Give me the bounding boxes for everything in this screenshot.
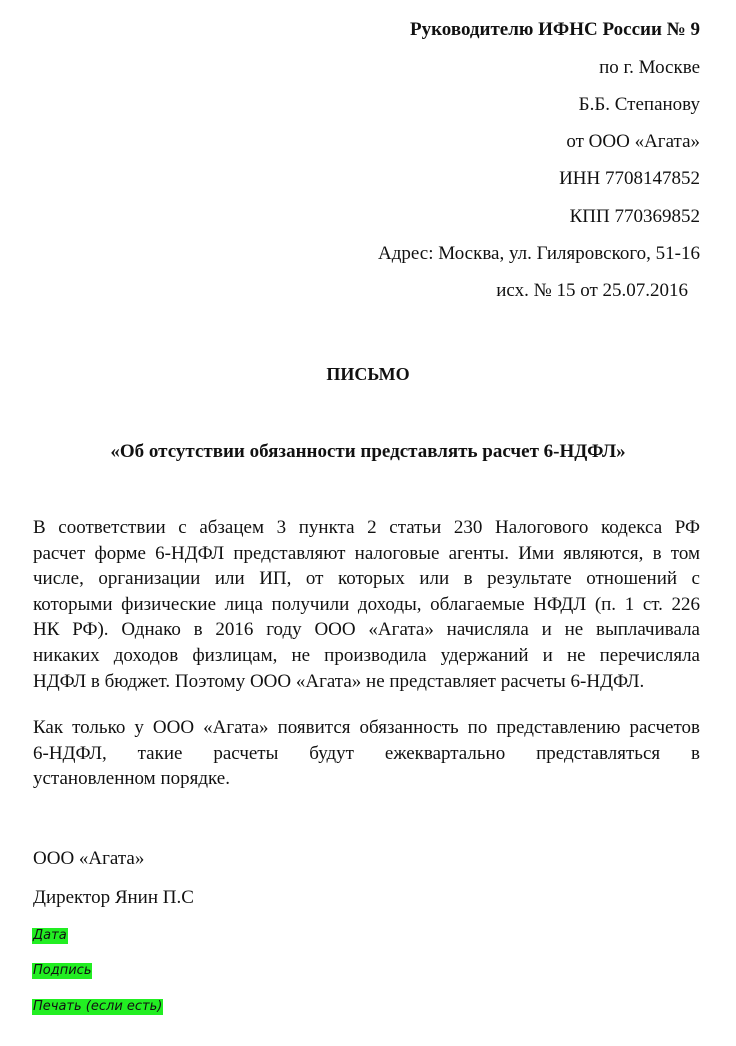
document-subject: «Об отсутствии обязанности представлять расчет 6-НДФЛ» xyxy=(110,441,626,462)
recipient-name: Б.Б. Степанову xyxy=(578,94,700,115)
sender-kpp: КПП 770369852 xyxy=(569,206,700,227)
paragraph-line: расчет форме 6-НДФЛ представляют налоговые агенты. Ими являются, в том xyxy=(33,542,700,564)
body-paragraph-2 xyxy=(33,715,700,792)
recipient-city: по г. Москве xyxy=(599,57,700,78)
paragraph-line: НК РФ). Однако в 2016 году ООО «Агата» начисляла и не выплачивала xyxy=(33,619,700,641)
paragraph-line: никаких доходов физлицам, не производила удержаний и не перечисляла xyxy=(33,644,700,666)
paragraph-line: Как только у ООО «Агата» появится обязанность по представлению расчетов xyxy=(33,717,700,738)
outgoing-number: исх. № 15 от 25.07.2016 xyxy=(496,280,688,301)
paragraph-line: 6-НДФЛ, такие расчеты будут ежеквартально представляться в xyxy=(33,742,700,764)
paragraph-line: которыми физические лица получили доходы, облагаемые НФДЛ (п. 1 ст. 226 xyxy=(33,593,700,615)
signature-placeholder: Подпись xyxy=(33,963,92,978)
paragraph-line: установленном порядке. xyxy=(33,768,230,790)
paragraph-line: НДФЛ в бюджет. Поэтому ООО «Агата» не представляет расчеты 6-НДФЛ. xyxy=(33,670,645,692)
sender-inn: ИНН 7708147852 xyxy=(559,168,700,189)
sender-company: от ООО «Агата» xyxy=(566,131,700,152)
sender-address: Адрес: Москва, ул. Гиляровского, 51-16 xyxy=(378,243,700,264)
paragraph-line: В соответствии с абзацем 3 пункта 2 статьи 230 Налогового кодекса РФ xyxy=(33,517,700,538)
recipient-head: Руководителю ИФНС России № 9 xyxy=(409,19,700,40)
signature-director: Директор Янин П.С xyxy=(33,887,194,908)
paragraph-line: числе, организации или ИП, от которых или в результате отношений с xyxy=(33,568,700,590)
signature-company: ООО «Агата» xyxy=(33,848,145,869)
body-paragraph-1 xyxy=(33,515,700,694)
stamp-placeholder: Печать (если есть) xyxy=(33,999,163,1014)
date-placeholder: Дата xyxy=(33,928,67,943)
document-title: ПИСЬМО xyxy=(326,364,410,384)
